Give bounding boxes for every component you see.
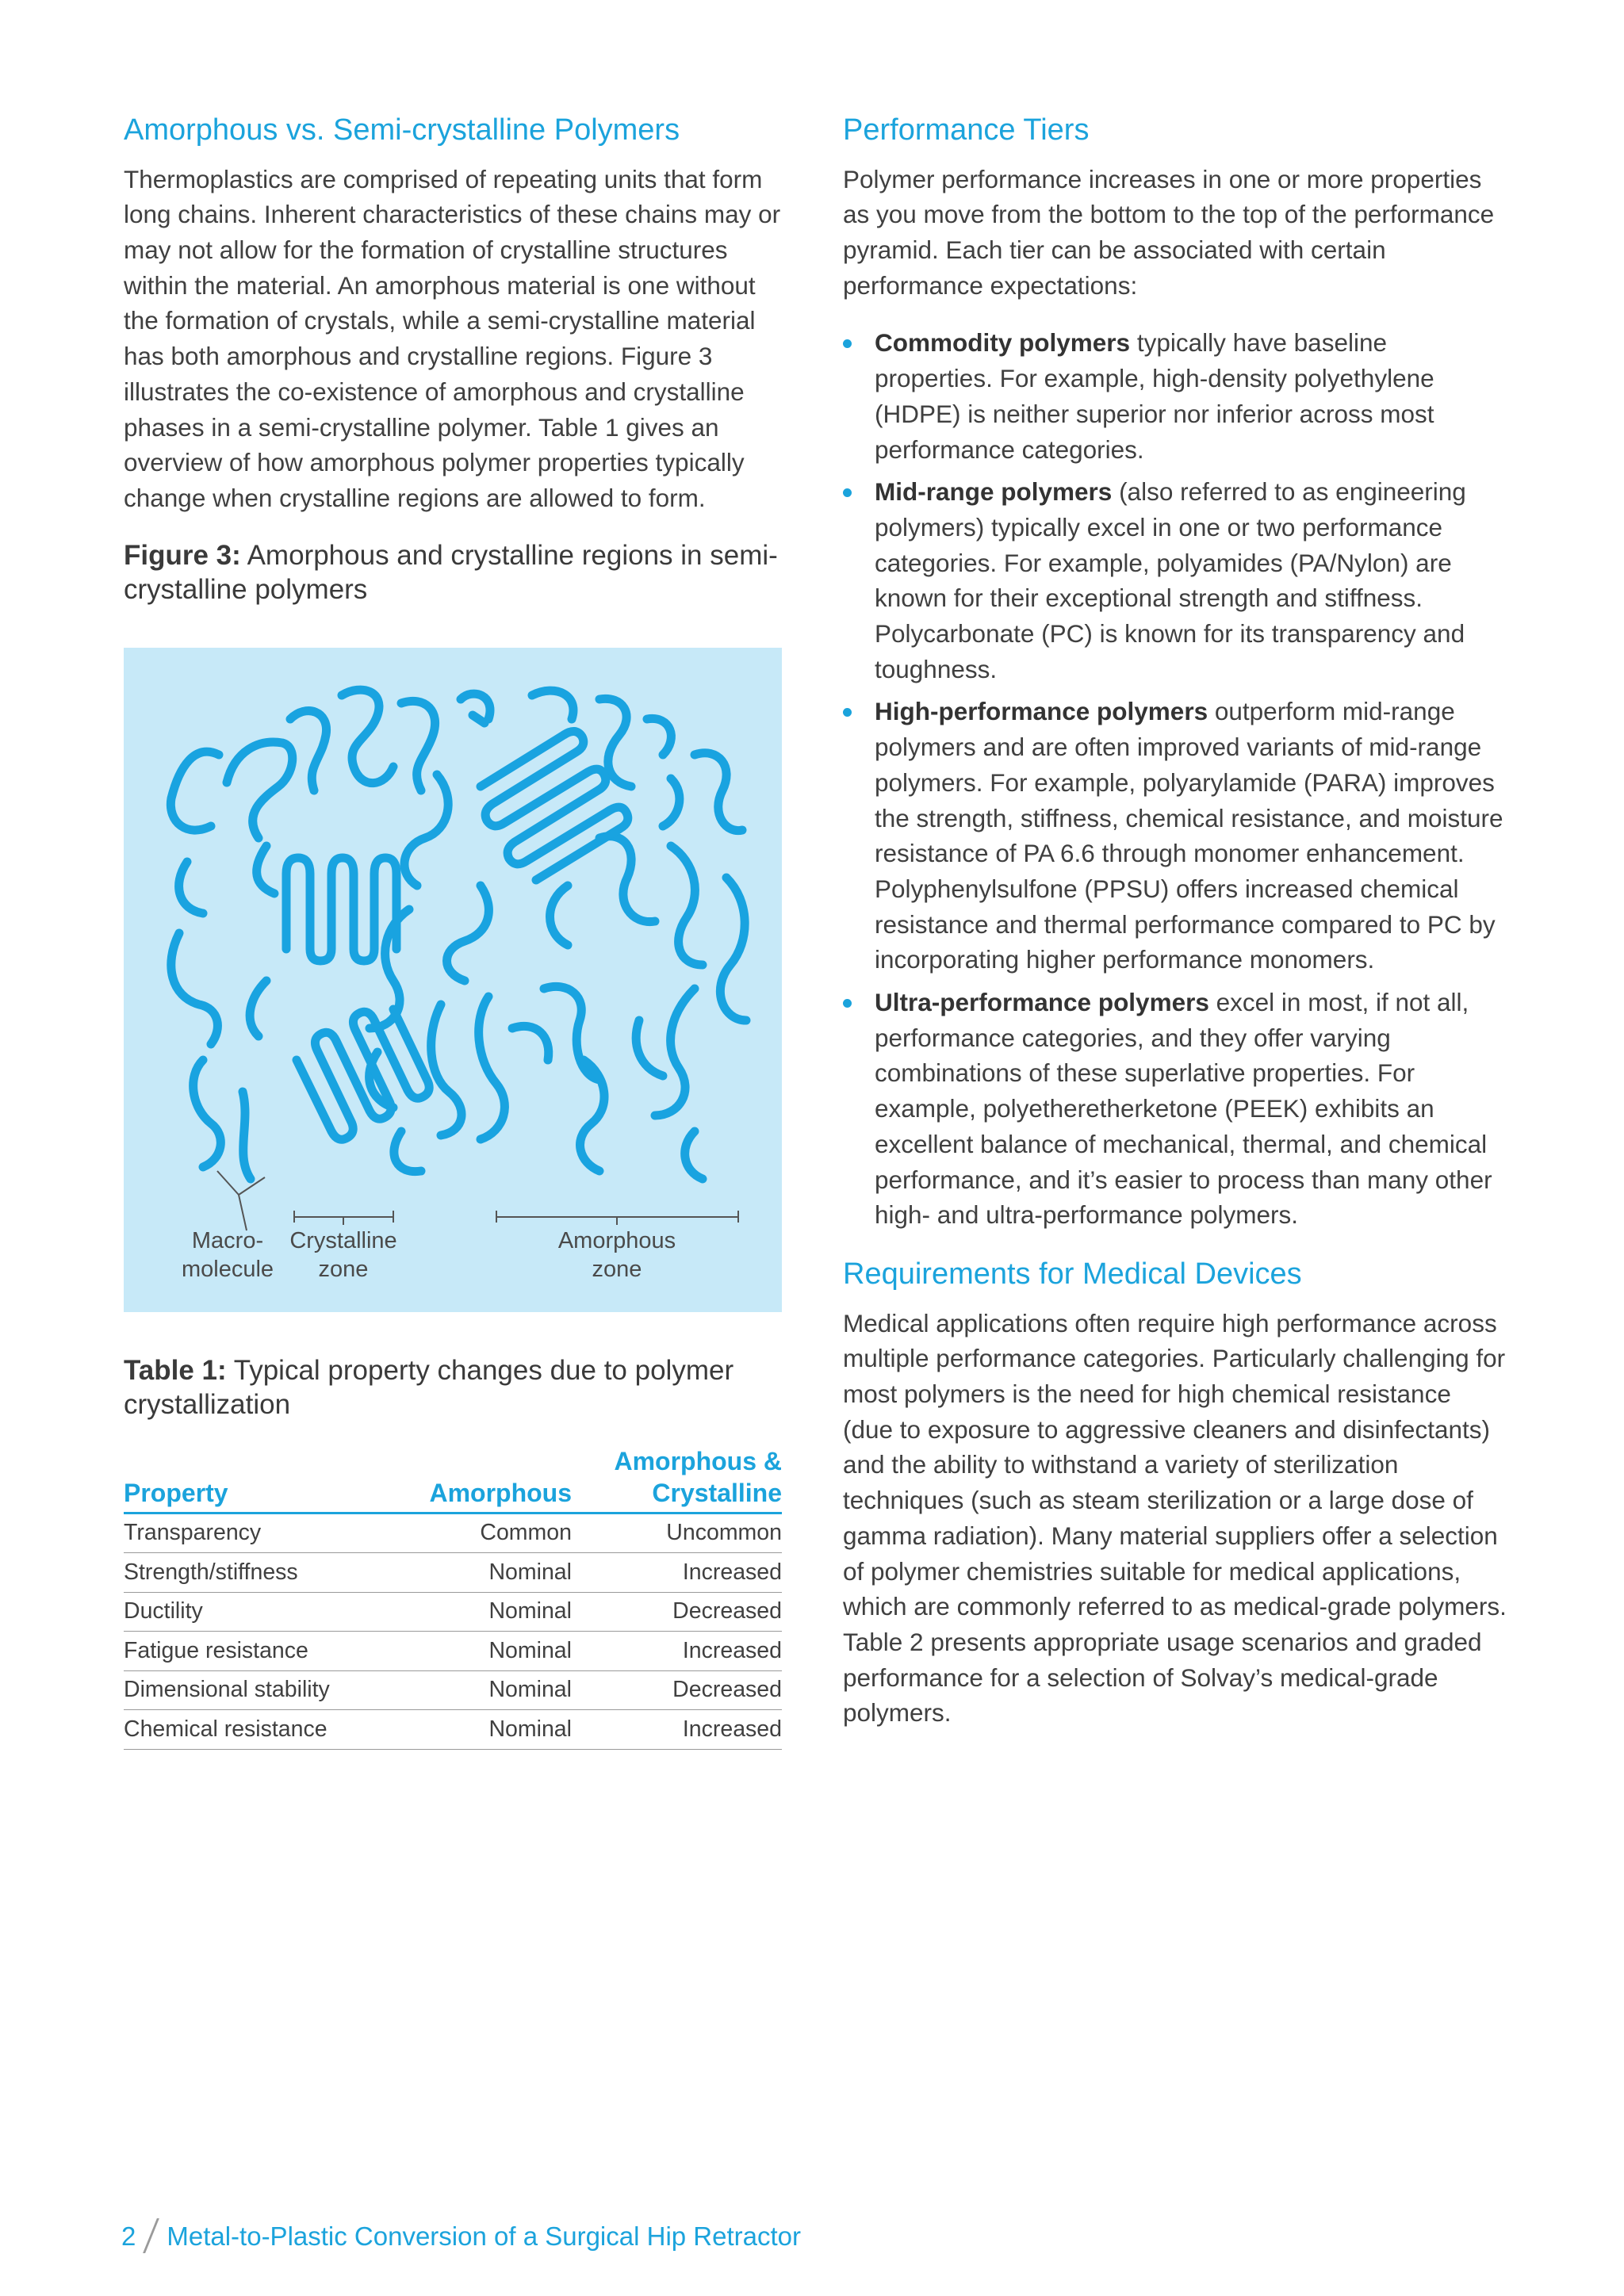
cell-property: Strength/stiffness (124, 1553, 397, 1593)
header-amorphous-crystalline (572, 1445, 782, 1513)
chain (636, 1020, 663, 1076)
chain (663, 779, 680, 826)
chain (243, 1092, 251, 1179)
amorphous-zone-label (546, 1226, 688, 1284)
crystalline-fold (286, 858, 396, 961)
macromolecule-label (168, 1226, 287, 1284)
page-number: 2 (121, 2221, 136, 2251)
header-property: Property (124, 1445, 397, 1513)
chain (532, 691, 573, 719)
right-column (843, 113, 1507, 1731)
chain (431, 1004, 462, 1135)
chain (257, 846, 274, 894)
polymer-chains-illustration (124, 648, 782, 1312)
cell-crystalline: Decreased (572, 1592, 782, 1632)
page-footer (121, 2218, 801, 2252)
polymer-chain-figure (124, 648, 782, 1312)
cell-property: Transparency (124, 1513, 397, 1553)
tier-name: Mid-range polymers (875, 477, 1113, 507)
chain (512, 1026, 549, 1060)
table-caption-text: Typical property changes due to polymer crystallization (124, 1354, 734, 1420)
medical-devices-paragraph: Medical applications often require high performance across multiple performance categories. Particularly challenging for most polymers is the need for high chemical resistance (due to exposure to aggressive cleaners and disinfectants) and the ability to withstand a variety of sterilization techniques (such as steam sterilization or a large dose of gamma radiation). Many material suppliers offer a selection of polymer chemistries suitable for medical applications, which are commonly referred to as medical-grade polymers. Table 2 presents appropriate usage scenarios and graded performance for a selection of Solvay’s medical-grade polymers. (843, 1308, 1507, 1728)
chain (695, 752, 742, 830)
bullet-icon (843, 488, 852, 497)
chain (447, 886, 489, 981)
chain (473, 715, 485, 723)
chain (171, 933, 218, 1044)
chain (671, 846, 703, 965)
amorphous-zone-bracket (496, 1211, 738, 1225)
tier-name: Commodity polymers (875, 328, 1131, 358)
list-item (843, 694, 1507, 978)
amorphous-zone-label-line2: zone (592, 1256, 642, 1282)
tier-list (843, 325, 1507, 1233)
list-item (843, 474, 1507, 687)
table-row (124, 1670, 782, 1710)
section-heading-performance-tiers: Performance Tiers (843, 113, 1090, 147)
bullet-icon (843, 339, 852, 348)
table-row (124, 1513, 782, 1553)
chain (599, 836, 655, 921)
chain (227, 742, 293, 838)
tier-description: excel in most, if not all, performance categories, and they offer varying combinations of these superlative properties. For example, polyetheretherketone (PEEK) exhibits an excellent balance of mechanical, thermal, and chemical performance, and it’s easier to process than many other high- and ultra-performance polymers. (875, 988, 1492, 1230)
figure-caption-text: Amorphous and crystalline regions in semi-crystalline polymers (124, 539, 778, 605)
header-amorphous: Amorphous (397, 1445, 572, 1513)
crystalline-zone-label-line1: Crystalline (289, 1227, 397, 1253)
macromolecule-pointer (217, 1171, 265, 1230)
footer-divider (143, 2218, 159, 2253)
list-item (843, 325, 1507, 467)
cell-crystalline: Increased (572, 1553, 782, 1593)
cell-property: Chemical resistance (124, 1710, 397, 1750)
chain (647, 718, 671, 755)
chain (655, 989, 695, 1115)
bullet-icon (843, 708, 852, 717)
crystalline-zone-label-line2: zone (318, 1256, 369, 1282)
tier-name: Ultra-performance polymers (875, 988, 1209, 1017)
table-caption (124, 1353, 782, 1422)
list-item (843, 985, 1507, 1233)
chain (479, 997, 505, 1139)
cell-amorphous: Nominal (397, 1670, 572, 1710)
table-row (124, 1632, 782, 1671)
figure-caption (124, 538, 782, 607)
tier-description: outperform mid-range polymers and are often improved variants of mid-range polymers. For example, polyarylamide (PARA) improves the strength, stiffness, chemical resistance, and moisture resistance of PA 6.6 through monomer enhancement. Polyphenylsulfone (PPSU) offers increased chemical resistance and thermal performance compared to PC by incorporating higher performance monomers. (875, 697, 1503, 974)
chain (170, 752, 219, 830)
macromolecule-label-line1: Macro- (191, 1227, 264, 1253)
table-header-row (124, 1445, 782, 1513)
table-caption-label: Table 1: (124, 1354, 227, 1386)
macromolecule-label-line2: molecule (181, 1256, 274, 1282)
tier-description: typically have baseline properties. For example, high-density polyethylene (HDPE) is neither superior nor inferior across most performance categories. (875, 328, 1434, 464)
cell-property: Dimensional stability (124, 1670, 397, 1710)
chain (342, 690, 393, 783)
tier-name: High-performance polymers (875, 697, 1208, 726)
figure-caption-label: Figure 3: (124, 539, 241, 571)
cell-amorphous: Nominal (397, 1592, 572, 1632)
chain (394, 1131, 421, 1172)
table-row (124, 1592, 782, 1632)
section-heading-amorphous: Amorphous vs. Semi-crystalline Polymers (124, 113, 680, 147)
property-changes-table (124, 1445, 782, 1750)
table-row (124, 1710, 782, 1750)
header-cryst-line2: Crystalline (652, 1478, 782, 1507)
performance-tiers-intro: Polymer performance increases in one or more properties as you move from the bottom to the top of the performance pyramid. Each tier can be associated with certain performance expectations: (843, 164, 1495, 300)
cell-property: Fatigue resistance (124, 1632, 397, 1671)
section-heading-medical-devices: Requirements for Medical Devices (843, 1257, 1302, 1291)
cell-crystalline: Increased (572, 1710, 782, 1750)
chain (401, 701, 435, 790)
cell-crystalline: Uncommon (572, 1513, 782, 1553)
document-title: Metal-to-Plastic Conversion of a Surgical Hip Retractor (167, 2221, 801, 2251)
tier-description: (also referred to as engineering polymers) typically excel in one or two performance categories. For example, polyamides (PA/Nylon) are known for their exceptional strength and stiffness. Polycarbonate (PC) is known for its transparency and toughness. (875, 477, 1466, 683)
chain (685, 1131, 703, 1179)
cell-crystalline: Decreased (572, 1670, 782, 1710)
bullet-icon (843, 999, 852, 1008)
crystalline-zone-label (284, 1226, 403, 1284)
cell-amorphous: Common (397, 1513, 572, 1553)
chain (250, 981, 266, 1036)
chain (179, 862, 203, 913)
chain (404, 775, 448, 886)
crystalline-fold (297, 1009, 429, 1139)
cell-amorphous: Nominal (397, 1553, 572, 1593)
cell-property: Ductility (124, 1592, 397, 1632)
crystalline-zone-bracket (294, 1211, 393, 1225)
amorphous-zone-label-line1: Amorphous (557, 1227, 676, 1253)
cell-crystalline: Increased (572, 1632, 782, 1671)
header-cryst-line1: Amorphous & (614, 1446, 782, 1475)
amorphous-paragraph: Thermoplastics are comprised of repeating units that form long chains. Inherent characteristics of these chains may or may not allow for the formation of crystalline structures within the material. An amorphous material is one without the formation of crystals, while a semi-crystalline material has both amorphous and crystalline regions. Figure 3 illustrates the co-existence of amorphous and crystalline phases in a semi-crystalline polymer. Table 1 gives an overview of how amorphous polymer properties typically change when crystalline regions are allowed to form. (124, 164, 781, 512)
cell-amorphous: Nominal (397, 1710, 572, 1750)
chain (193, 1060, 221, 1167)
chain (550, 886, 569, 945)
left-column (124, 113, 782, 1750)
cell-amorphous: Nominal (397, 1632, 572, 1671)
table-row (124, 1553, 782, 1593)
chain (720, 878, 746, 1020)
